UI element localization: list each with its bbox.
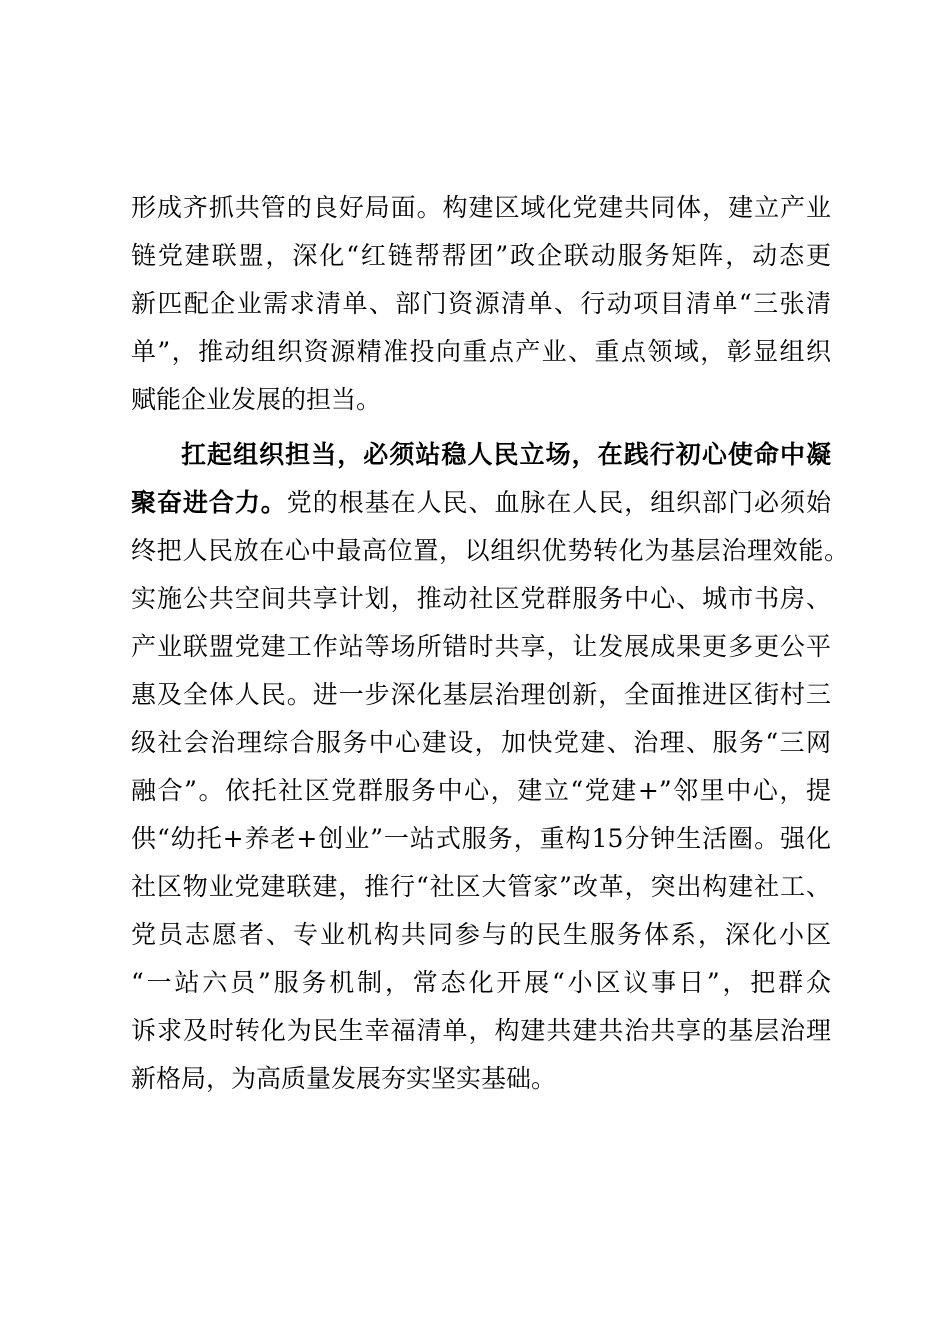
- paragraph-2-line-12: “一站六员”服务机制，常态化开展“小区议事日”，把群众: [131, 968, 831, 997]
- paragraph-2-line-7: 级社会治理综合服务中心建设，加快党建、治理、服务“三网: [131, 728, 831, 757]
- paragraph-1-line-1: 形成齐抓共管的良好局面。构建区域化党建共同体，建立产业: [131, 193, 831, 222]
- paragraph-2-heading-line: 扛起组织担当，必须站稳人民立场，在践行初心使命中凝: [181, 440, 831, 469]
- paragraph-2-line-10: 社区物业党建联建，推行“社区大管家”改革，突出构建社工、: [131, 872, 831, 901]
- paragraph-2-line-5: 产业联盟党建工作站等场所错时共享，让发展成果更多更公平: [131, 632, 831, 661]
- paragraph-2-line-4: 实施公共空间共享计划，推动社区党群服务中心、城市书房、: [131, 584, 831, 613]
- paragraph-2-line-11: 党员志愿者、专业机构共同参与的民生服务体系，深化小区: [131, 920, 831, 949]
- paragraph-1-line-2: 链党建联盟，深化“红链帮帮团”政企联动服务矩阵，动态更: [131, 241, 831, 270]
- paragraph-2-line-2-text: 党的根基在人民、血脉在人民，组织部门必须始: [286, 488, 831, 517]
- paragraph-1-line-5: 赋能企业发展的担当。: [131, 385, 382, 414]
- paragraph-2-line-2: [131, 487, 831, 519]
- paragraph-2-line-3: 终把人民放在心中最高位置，以组织优势转化为基层治理效能。: [131, 536, 849, 565]
- paragraph-2-line-8: 融合”。依托社区党群服务中心，建立“党建+”邻里中心，提: [131, 776, 831, 805]
- paragraph-1-line-4: 单”，推动组织资源精准投向重点产业、重点领域，彰显组织: [131, 337, 831, 366]
- paragraph-2-line-13: 诉求及时转化为民生幸福清单，构建共建共治共享的基层治理: [131, 1016, 831, 1045]
- paragraph-2-line-6: 惠及全体人民。进一步深化基层治理创新，全面推进区街村三: [131, 680, 831, 709]
- paragraph-2-heading-continuation: 聚奋进合力。: [131, 488, 287, 517]
- paragraph-1-line-3: 新匹配企业需求清单、部门资源清单、行动项目清单“三张清: [131, 289, 831, 318]
- paragraph-2-line-14: 新格局，为高质量发展夯实坚实基础。: [131, 1064, 557, 1093]
- paragraph-2-line-9: 供“幼托+养老+创业”一站式服务，重构15分钟生活圈。强化: [131, 824, 831, 853]
